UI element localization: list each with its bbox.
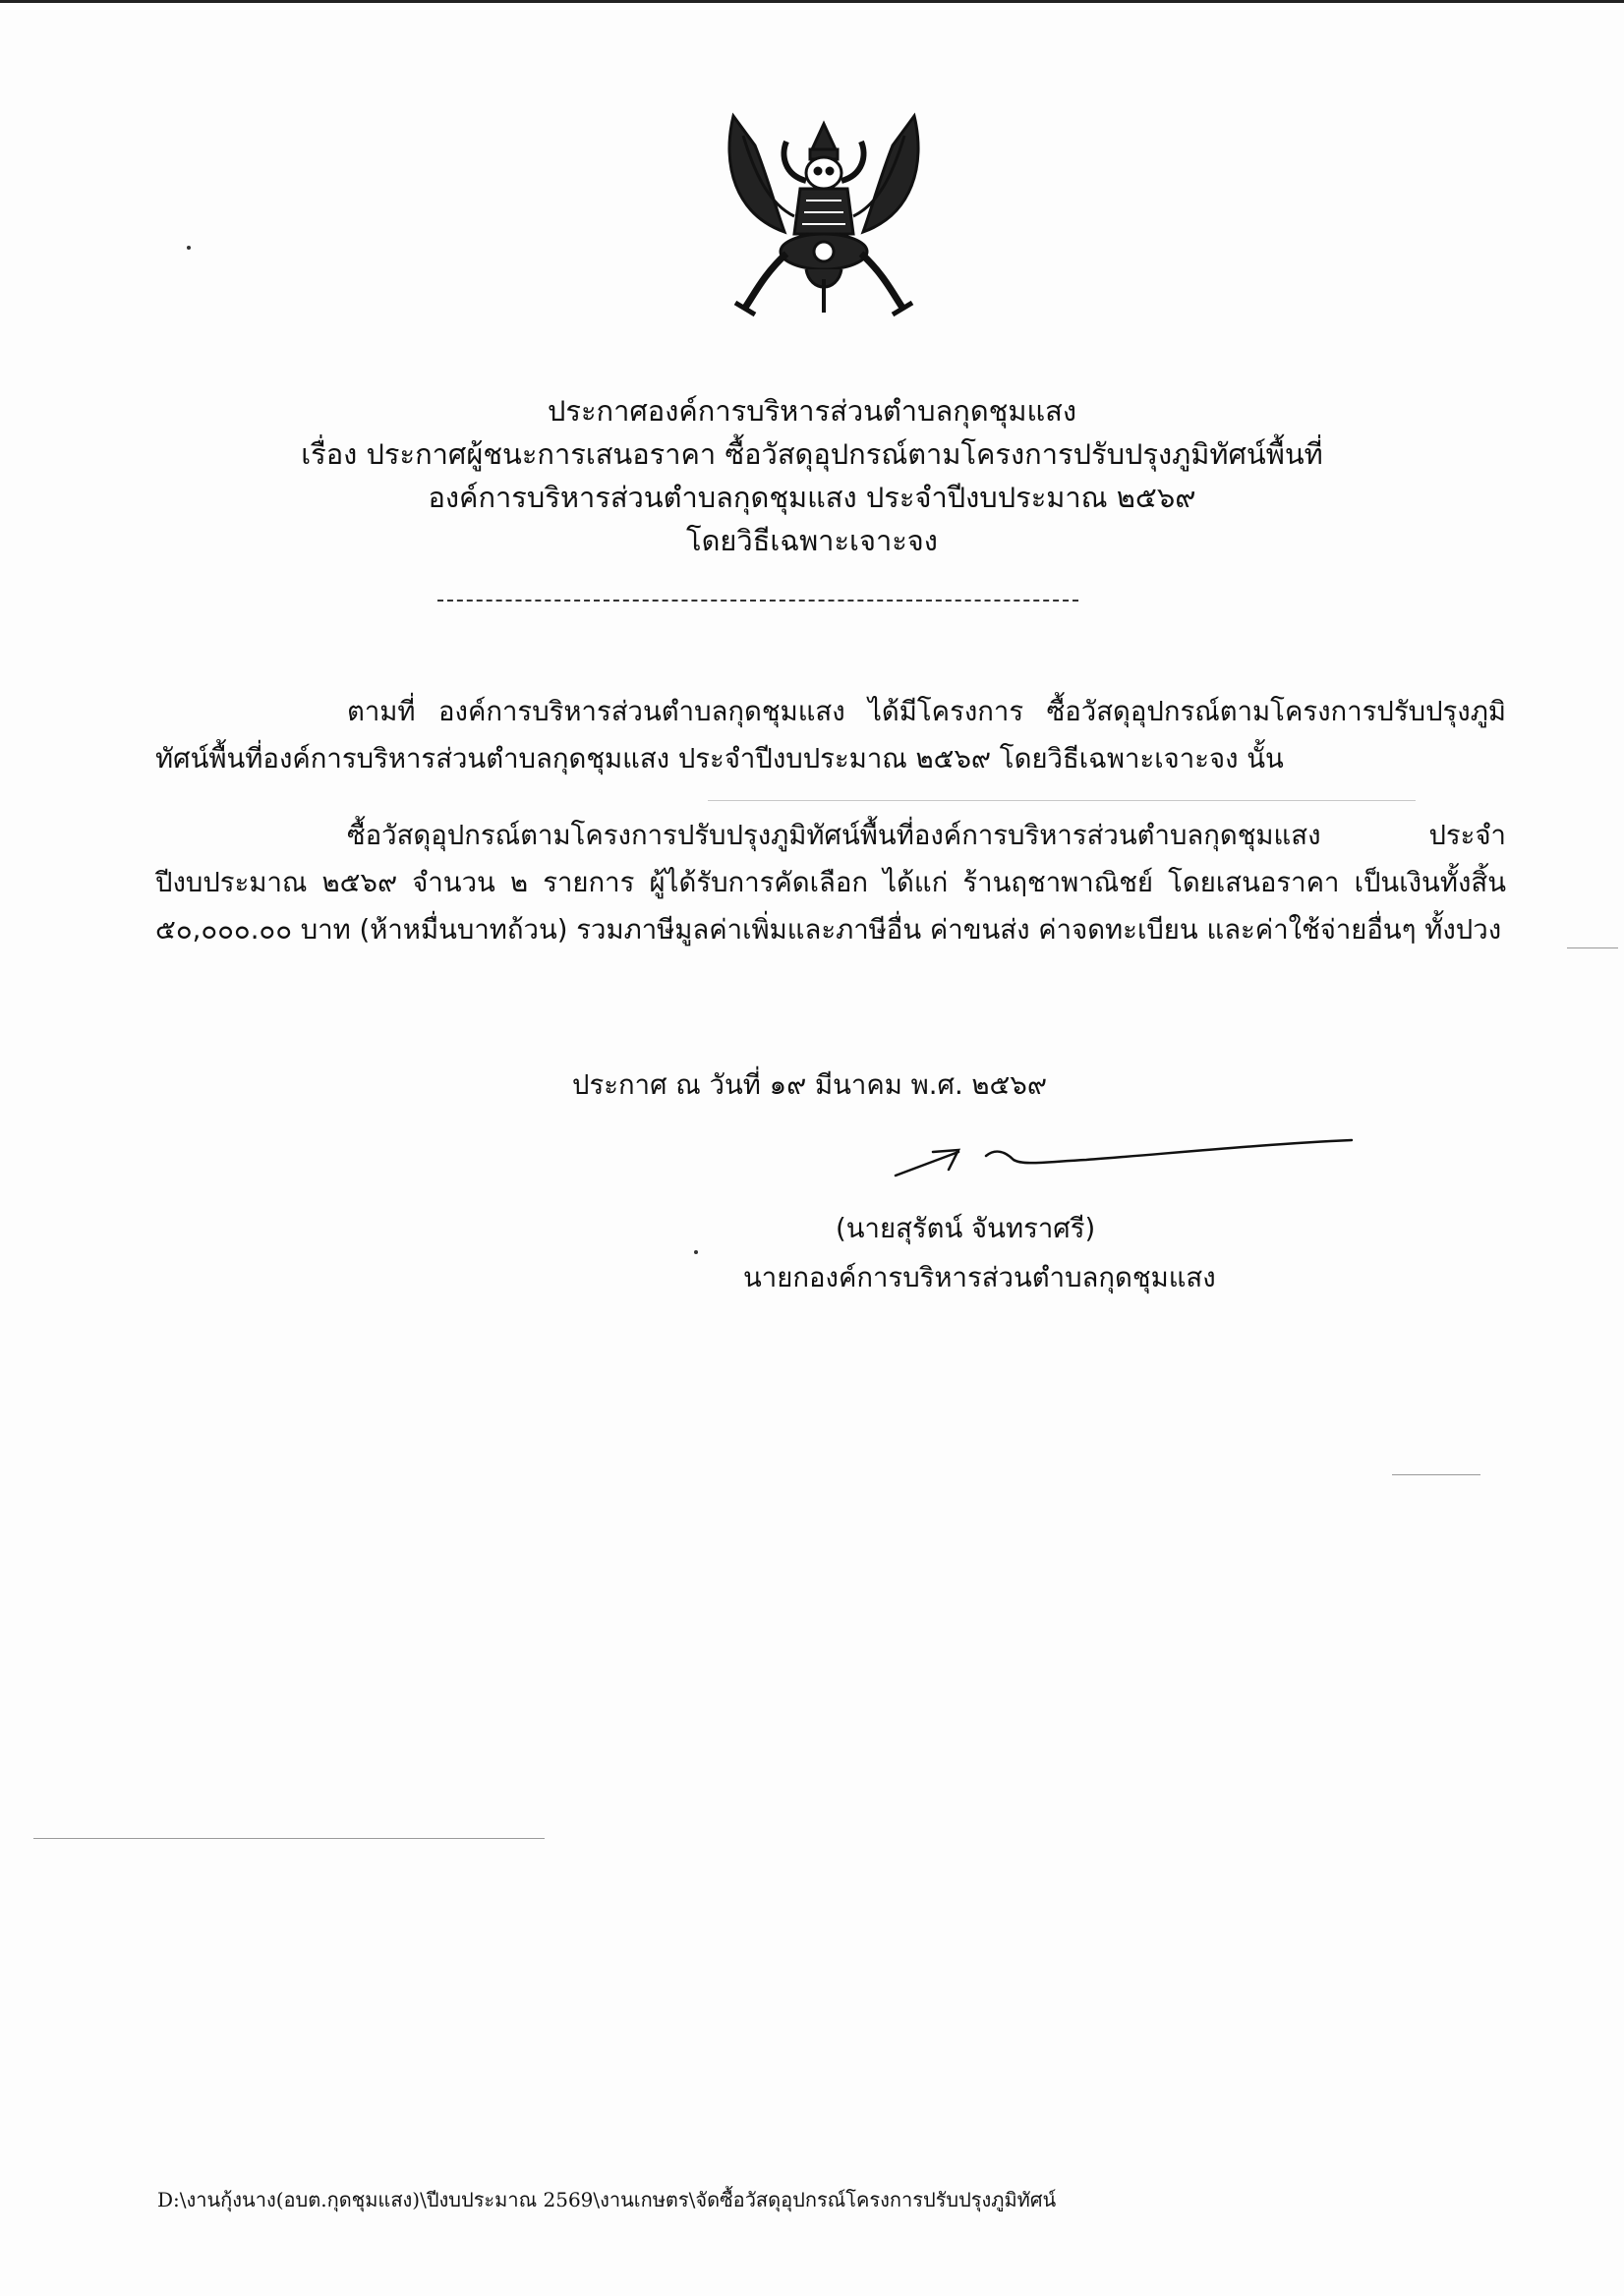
body-paragraph-1 [155,688,1506,782]
scan-artifact-dot [694,1250,698,1254]
announcement-date: ประกาศ ณ วันที่ ๑๙ มีนาคม พ.ศ. ๒๕๖๙ [572,1069,1047,1101]
scan-artifact-line [1567,947,1618,948]
signer-position: นายกองค์การบริหารส่วนตำบลกุดชุมแสง [743,1262,1216,1293]
scan-artifact-line [1392,1474,1480,1475]
title-line-3: องค์การบริหารส่วนตำบลกุดชุมแสง ประจำปีงบประมาณ ๒๕๖๙ [428,481,1196,514]
scan-artifact-dot [187,246,191,250]
scan-artifact-line [708,800,1416,801]
footer-file-path: D:\งานกุ้งนาง(อบต.กุดชุมแสง)\ปีงบประมาณ 2569\งานเกษตร\จัดซื้อวัสดุอุปกรณ์โครงการปรับปรุงภูมิทัศน์ [157,2188,1057,2211]
paragraph-1-text: ตามที่ องค์การบริหารส่วนตำบลกุดชุมแสง ได้มีโครงการ ซื้อวัสดุอุปกรณ์ตามโครงการปรับปรุงภูมิทัศน์พื้นที่องค์การบริหารส่วนตำบลกุดชุมแสง ประจำปีงบประมาณ ๒๕๖๙ โดยวิธีเฉพาะเจาะจง นั้น [155,696,1506,775]
paragraph-2-text: ซื้อวัสดุอุปกรณ์ตามโครงการปรับปรุงภูมิทัศน์พื้นที่องค์การบริหารส่วนตำบลกุดชุมแสง ประจำปีงบประมาณ ๒๕๖๙ จำนวน ๒ รายการ ผู้ได้รับการคัดเลือก ได้แก่ ร้านฤชาพาณิชย์ โดยเสนอราคา เป็นเงินทั้งสิ้น ๕๐,๐๐๐.๐๐ บาท (ห้าหมื่นบาทถ้วน) รวมภาษีมูลค่าเพิ่มและภาษีอื่น ค่าขนส่ง ค่าจดทะเบียน และค่าใช้จ่ายอื่นๆ ทั้งปวง [155,820,1506,946]
signer-name: (นายสุรัตน์ จันทราศรี) [836,1213,1096,1244]
title-line-1: ประกาศองค์การบริหารส่วนตำบลกุดชุมแสง [547,394,1076,428]
title-line-4: โดยวิธีเฉพาะเจาะจง [686,524,938,557]
title-separator [437,600,1078,602]
scan-artifact-line [33,1838,545,1839]
title-line-2: เรื่อง ประกาศผู้ชนะการเสนอราคา ซื้อวัสดุอุปกรณ์ตามโครงการปรับปรุงภูมิทัศน์พื้นที่ [301,437,1323,471]
announcement-title [157,389,1467,562]
signature-icon [890,1130,1362,1189]
garuda-emblem-icon [716,106,932,322]
body-paragraph-2 [155,812,1506,953]
scan-top-border [0,0,1624,3]
